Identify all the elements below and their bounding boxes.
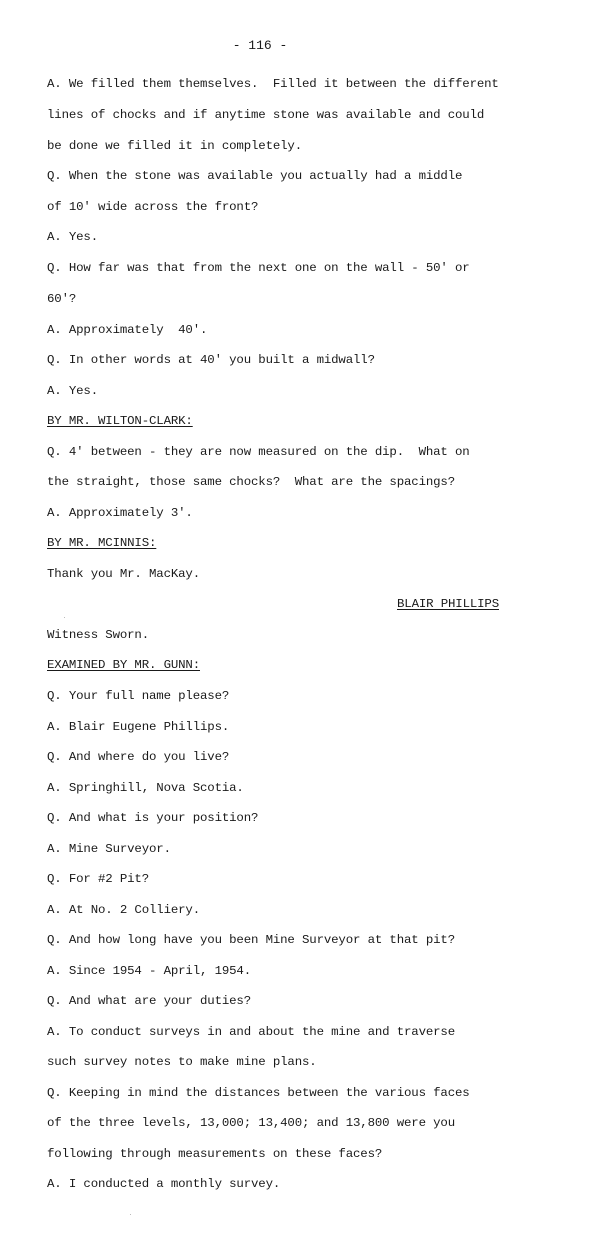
answer-line: A. Since 1954 - April, 1954. [47,964,251,978]
examiner-heading-gunn: EXAMINED BY MR. GUNN: [47,658,200,672]
scan-speck [130,1214,131,1215]
transcript-line: Witness Sworn. [47,628,149,642]
answer-line: A. Mine Surveyor. [47,842,171,856]
question-line: Q. And what are your duties? [47,994,251,1008]
examiner-heading-wilton-clark: BY MR. WILTON-CLARK: [47,414,193,428]
answer-line: A. Springhill, Nova Scotia. [47,781,244,795]
question-line: Q. And where do you live? [47,750,230,764]
transcript-line: following through measurements on these faces? [47,1147,383,1161]
question-line: Q. Keeping in mind the distances between the various faces [47,1086,470,1100]
transcript-line: A. We filled them themselves. Filled it between the different [47,77,499,91]
transcript-line: 60'? [47,292,77,306]
transcript-line: such survey notes to make mine plans. [47,1055,317,1069]
page-number: - 116 - [232,38,288,53]
answer-line: A. I conducted a monthly survey. [47,1177,281,1191]
scan-speck [64,617,65,618]
answer-line: A. At No. 2 Colliery. [47,903,200,917]
transcript-line: Thank you Mr. MacKay. [47,567,200,581]
question-line: Q. How far was that from the next one on the wall - 50' or [47,261,470,275]
question-line: Q. Your full name please? [47,689,230,703]
question-line: Q. And what is your position? [47,811,259,825]
transcript-line: the straight, those same chocks? What are the spacings? [47,475,455,489]
answer-line: A. To conduct surveys in and about the mine and traverse [47,1025,455,1039]
question-line: Q. 4' between - they are now measured on the dip. What on [47,445,470,459]
question-line: Q. When the stone was available you actually had a middle [47,169,463,183]
transcript-line: be done we filled it in completely. [47,139,302,153]
answer-line: A. Yes. [47,230,98,244]
answer-line: A. Approximately 40'. [47,323,208,337]
witness-name-heading: BLAIR PHILLIPS [397,597,499,611]
question-line: Q. In other words at 40' you built a midwall? [47,353,375,367]
answer-line: A. Blair Eugene Phillips. [47,720,230,734]
question-line: Q. And how long have you been Mine Surveyor at that pit? [47,933,455,947]
answer-line: A. Yes. [47,384,98,398]
transcript-line: of the three levels, 13,000; 13,400; and 13,800 were you [47,1116,455,1130]
answer-line: A. Approximately 3'. [47,506,193,520]
transcript-line: of 10' wide across the front? [47,200,259,214]
transcript-line: lines of chocks and if anytime stone was available and could [47,108,485,122]
question-line: Q. For #2 Pit? [47,872,149,886]
examiner-heading-mcinnis: BY MR. MCINNIS: [47,536,157,550]
